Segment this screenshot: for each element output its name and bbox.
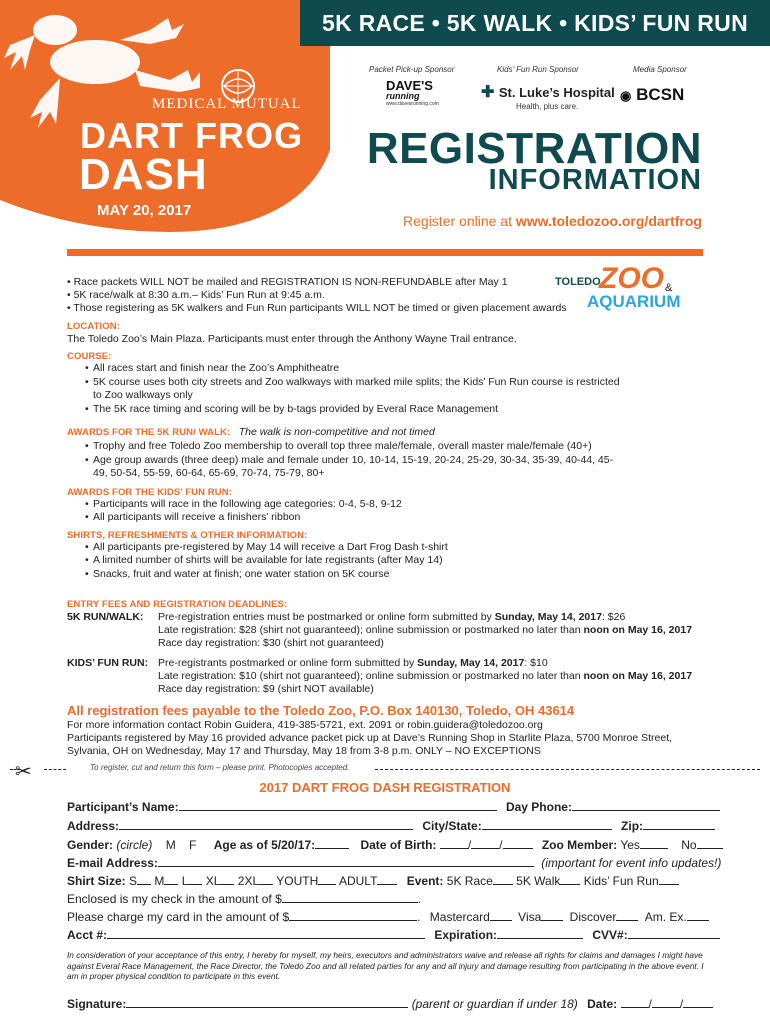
- email-note: (important for event info updates!): [541, 856, 722, 870]
- dob-year-field[interactable]: [503, 838, 533, 849]
- shirt-size-s-field[interactable]: [137, 874, 151, 885]
- cvv-field[interactable]: [628, 928, 720, 939]
- shirt-size-2xl[interactable]: 2XL: [237, 874, 260, 888]
- event-5k-race[interactable]: 5K Race: [446, 874, 493, 888]
- shirt-size-label: Shirt Size:: [67, 874, 126, 888]
- awards-kids-list: [67, 498, 717, 525]
- address-label: Address:: [67, 819, 120, 833]
- dob-day-field[interactable]: [471, 838, 499, 849]
- cut-line: [375, 769, 760, 770]
- acct-field[interactable]: [107, 928, 425, 939]
- list-item: • Snacks, fruit and water at finish; one water station on 5K course: [67, 568, 717, 582]
- shirt-size-l-field[interactable]: [188, 874, 202, 885]
- shirt-size-m[interactable]: M: [154, 874, 165, 888]
- shirt-size-adult-field[interactable]: [377, 874, 397, 885]
- list-item: • Age group awards (three deep) male and female under 10, 10-14, 15-19, 20-24, 25-29, 30-34, 35-39, 40-44, 45-49, 50-54, 55-59, 60-64, 65-69, 70-74, 75-79, 80+: [67, 454, 627, 481]
- shirts-list: [67, 541, 717, 582]
- fee-details-5k: Pre-registration entries must be postmarked or online form submitted by Sunday, May 14, 2017: $26 Late registration: $28 (shirt not guaranteed); online submission or postmarked no later than noon on May 16, 2017 Race day registration: $30 (shirt not guaranteed): [158, 611, 693, 649]
- divider-bar: [67, 249, 703, 256]
- fee-label-5k: 5K RUN/WALK:: [67, 611, 144, 623]
- section-heading: SHIRTS, REFRESHMENTS & OTHER INFORMATION:: [67, 529, 308, 541]
- check-amount-field[interactable]: [282, 892, 418, 903]
- shirt-size-youth-field[interactable]: [318, 874, 336, 885]
- date-day-field[interactable]: [652, 997, 680, 1008]
- list-item: • All participants will receive a finishers’ ribbon: [67, 511, 717, 525]
- shirt-size-l[interactable]: L: [181, 874, 189, 888]
- zoo-member-yes-field[interactable]: [640, 838, 668, 849]
- card-visa[interactable]: Visa: [518, 910, 542, 924]
- event-5k-walk-field[interactable]: [560, 874, 580, 885]
- card-mastercard[interactable]: Mastercard: [429, 910, 490, 924]
- expiration-field[interactable]: [497, 928, 583, 939]
- zip-field[interactable]: [643, 819, 715, 830]
- signature-field[interactable]: [126, 997, 408, 1008]
- day-phone-label: Day Phone:: [505, 800, 572, 814]
- age-label: Age as of 5/20/17:: [213, 838, 316, 852]
- date-month-field[interactable]: [621, 997, 649, 1008]
- shirt-size-xl-field[interactable]: [220, 874, 234, 885]
- shirt-size-m-field[interactable]: [164, 874, 178, 885]
- bcsn-logo: ◉ BCSN: [620, 85, 685, 104]
- city-state-field[interactable]: [482, 819, 612, 830]
- city-state-label: City/State:: [422, 819, 482, 833]
- event-kids-fun-run-field[interactable]: [659, 874, 679, 885]
- day-phone-field[interactable]: [572, 800, 720, 811]
- cross-icon: ✚: [481, 84, 495, 101]
- course-list: [67, 362, 627, 416]
- name-field[interactable]: [179, 800, 497, 811]
- card-mastercard-field[interactable]: [490, 910, 512, 921]
- address-field[interactable]: [119, 819, 413, 830]
- zoo-member-label: Zoo Member:: [541, 838, 618, 852]
- gender-option-m[interactable]: M: [165, 838, 176, 852]
- list-item: • A limited number of shirts will be available for late registrants (after May 14): [67, 554, 717, 568]
- heading-information: INFORMATION: [488, 164, 702, 196]
- section-heading: AWARDS FOR THE 5K RUN/ WALK:: [67, 427, 231, 438]
- zoo-member-no-field[interactable]: [697, 838, 723, 849]
- card-discover[interactable]: Discover: [569, 910, 617, 924]
- guardian-note: (parent or guardian if under 18): [411, 997, 578, 1011]
- shirt-size-2xl-field[interactable]: [259, 874, 273, 885]
- name-label: Participant’s Name:: [67, 800, 179, 814]
- bcsn-swoosh-icon: ◉: [620, 88, 632, 103]
- scissors-icon: ✂: [15, 761, 32, 783]
- location-text: The Toledo Zoo’s Main Plaza. Participants must enter through the Anthony Wayne Trail entrance.: [67, 333, 517, 345]
- event-5k-race-field[interactable]: [493, 874, 513, 885]
- fee-label-kids: KIDS’ FUN RUN:: [67, 657, 149, 669]
- list-item: • All participants pre-registered by May 14 will receive a Dart Frog Dash t-shirt: [67, 541, 717, 555]
- card-visa-field[interactable]: [541, 910, 563, 921]
- st-lukes-logo: ✚ St. Luke’s Hospital Health, plus care.: [481, 84, 615, 111]
- zip-label: Zip:: [621, 819, 644, 833]
- charge-amount-field[interactable]: [289, 910, 417, 921]
- sponsor-label: Packet Pick-up Sponsor: [369, 65, 455, 74]
- toledo-zoo-logo: TOLEDO ZOO & AQUARIUM: [555, 262, 681, 311]
- cut-line: [10, 769, 20, 770]
- awards-5k-list: [67, 440, 627, 481]
- waiver-text: In consideration of your acceptance of this entry, I hereby for myself, my heirs, executors and administrators waive and release all rights for claims and damages I might have against Everal Race Management, the Race Director, the Toledo Zoo and all related parties for any and all injury and damage resulting from participating in the above event. I am in proper physical condition to participate in this event.: [67, 950, 704, 981]
- section-heading: ENTRY FEES AND REGISTRATION DEADLINES:: [67, 599, 288, 610]
- cut-line: [44, 769, 66, 770]
- daves-running-logo: DAVE'S running www.davesrunning.com: [386, 78, 439, 107]
- payable-to: All registration fees payable to the Toledo Zoo, P.O. Box 140130, Toledo, OH 43614: [67, 703, 575, 718]
- awards-note: The walk is non-competitive and not timed: [238, 426, 435, 438]
- age-field[interactable]: [315, 838, 349, 849]
- event-banner: 5K RACE • 5K WALK • KIDS’ FUN RUN: [300, 0, 770, 46]
- gender-label: Gender:: [67, 838, 114, 852]
- shirt-size-xl[interactable]: XL: [205, 874, 221, 888]
- list-item: • 5K course uses both city streets and Zoo walkways with marked mile splits; the Kids’ Fun Run course is restricted to Zoo walkways only: [67, 376, 627, 403]
- card-amex-field[interactable]: [687, 910, 709, 921]
- cut-note: To register, cut and return this form – please print. Photocopies accepted.: [90, 763, 350, 772]
- email-label: E-mail Address:: [67, 856, 158, 870]
- fee-details-kids: Pre-registrants postmarked or online form submitted by Sunday, May 14, 2017: $10 Late registration: $10 (shirt not guaranteed); online submission or postmarked no later than noon on May 16, 2017 Race day registration: $9 (shirt NOT available): [158, 657, 693, 695]
- contact-info: For more information contact Robin Guidera, 419-385-5721, ext. 2091 or robin.guidera@toledozoo.org Participants registered by May 16 provided advance packet pick up at Dave’s Running Shop in Starlite Plaza, 5700 Monroe Street, Sylvania, OH on Wednesday, May 17 and Thursday, May 18 from 3-8 p.m. ONLY – NO EXCEPTIONS: [67, 719, 673, 757]
- list-item: • 5K race/walk at 8:30 a.m.– Kids’ Fun Run at 9:45 a.m.: [67, 289, 325, 301]
- register-online: Register online at www.toledozoo.org/dartfrog: [403, 213, 702, 229]
- cvv-label: CVV#:: [592, 928, 628, 942]
- shirt-size-s[interactable]: S: [129, 874, 138, 888]
- title-line1: DART FROG: [80, 115, 303, 156]
- list-item: • The 5K race timing and scoring will be by b-tags provided by Everal Race Management: [67, 403, 627, 417]
- list-item: • Race packets WILL NOT be mailed and REGISTRATION IS NON-REFUNDABLE after May 1: [67, 276, 508, 288]
- dob-label: Date of Birth:: [360, 838, 437, 852]
- circle-note: (circle): [116, 838, 153, 852]
- card-amex[interactable]: Am. Ex.: [644, 910, 687, 924]
- list-item: • All races start and finish near the Zoo’s Amphitheatre: [67, 362, 627, 376]
- title-line2: DASH: [79, 150, 208, 199]
- check-label: Enclosed is my check in the amount of $: [67, 892, 282, 906]
- section-heading: LOCATION:: [67, 321, 120, 332]
- shirt-size-youth[interactable]: YOUTH: [276, 874, 319, 888]
- card-discover-field[interactable]: [616, 910, 638, 921]
- sponsor-label: Media Sponsor: [633, 65, 687, 74]
- zoo-member-yes[interactable]: Yes: [620, 838, 640, 852]
- list-item: • Participants will race in the following age categories: 0-4, 5-8, 9-12: [67, 498, 717, 512]
- register-url-link[interactable]: www.toledozoo.org/dartfrog: [515, 213, 702, 229]
- form-title: 2017 DART FROG DASH REGISTRATION: [259, 780, 511, 795]
- sponsor-label: Kids’ Fun Run Sponsor: [497, 65, 579, 74]
- gender-option-f[interactable]: F: [189, 838, 197, 852]
- heading-registration: REGISTRATION: [366, 124, 702, 173]
- date-label: Date:: [587, 997, 618, 1011]
- dob-month-field[interactable]: [440, 838, 468, 849]
- list-item: • Those registering as 5K walkers and Fun Run participants WILL NOT be timed or given placement awards: [67, 302, 567, 314]
- event-kids-fun-run[interactable]: Kids’ Fun Run: [583, 874, 659, 888]
- intro-list: [67, 276, 567, 315]
- section-heading: AWARDS FOR THE KIDS’ FUN RUN:: [67, 486, 232, 498]
- event-5k-walk[interactable]: 5K Walk: [516, 874, 561, 888]
- email-field[interactable]: [158, 856, 534, 867]
- signature-label: Signature:: [67, 997, 127, 1011]
- expiration-label: Expiration:: [434, 928, 498, 942]
- shirt-size-adult[interactable]: ADULT: [338, 874, 378, 888]
- date-year-field[interactable]: [683, 997, 713, 1008]
- list-item: • Trophy and free Toledo Zoo membership to overall top three male/female, overall master male/female (40+): [67, 440, 627, 454]
- section-heading: COURSE:: [67, 351, 112, 362]
- medical-mutual-text: MEDICAL MUTUAL: [152, 96, 302, 112]
- event-label: Event:: [406, 874, 444, 888]
- charge-label: Please charge my card in the amount of $: [67, 910, 290, 924]
- zoo-member-no[interactable]: No: [681, 838, 697, 852]
- event-date: MAY 20, 2017: [97, 202, 192, 219]
- acct-label: Acct #:: [67, 928, 108, 942]
